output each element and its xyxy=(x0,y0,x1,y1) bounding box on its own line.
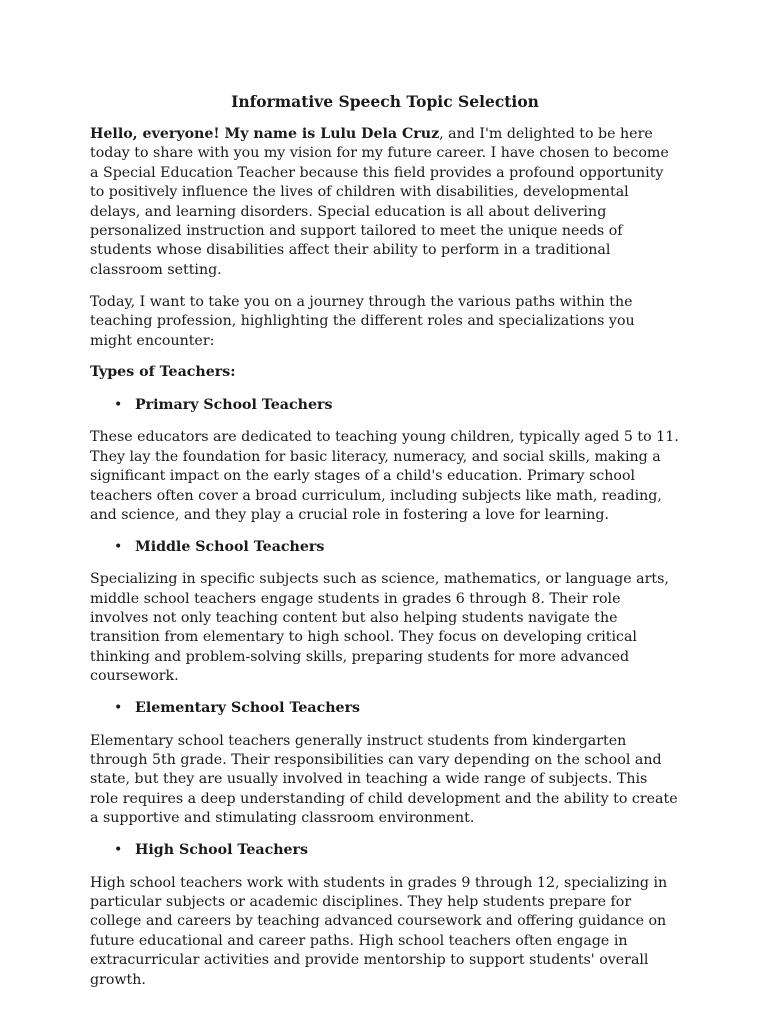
section-heading-label: High School Teachers xyxy=(135,842,309,859)
section-body-elementary: Elementary school teachers generally instruct students from kindergarten through 5th grade. Their responsibilities can vary depending on the school and state, but they are usually involved in teaching a wide range of subjects. This role requires a deep understanding of child development and the ability to create a supportive and stimulating classroom environment. xyxy=(90,732,678,827)
section-heading-primary xyxy=(90,396,680,415)
section-body-primary: These educators are dedicated to teaching young children, typically aged 5 to 11. They lay the foundation for basic literacy, numeracy, and social skills, making a significant impact on the early stages of a child's education. Primary school teachers often cover a broad curriculum, including subjects like math, reading, and science, and they play a crucial role in fostering a love for learning. xyxy=(90,429,679,523)
document-page xyxy=(90,90,680,1002)
section-heading-label: Primary School Teachers xyxy=(135,396,333,413)
section-heading-label: Elementary School Teachers xyxy=(135,700,361,717)
bullet-icon: • xyxy=(114,396,123,413)
intro-text: , and I'm delighted to be here today to share with you my vision for my future career. I have chosen to become a Special Education Teacher because this field provides a profound opportunity to positively influence the lives of children with disabilities, developmental delays, and learning disorders. Special education is all about delivering personalized instruction and support tailored to meet the unique needs of students whose disabilities affect their ability to perform in a traditional classroom setting. xyxy=(90,126,669,278)
section-heading-elementary xyxy=(90,699,680,718)
intro-greeting: Hello, everyone! My name is Lulu Dela Cruz xyxy=(90,126,440,142)
bullet-icon: • xyxy=(114,700,123,717)
section-heading-label: Middle School Teachers xyxy=(135,538,325,555)
section-heading-high xyxy=(90,841,680,860)
section-heading-middle xyxy=(90,538,680,557)
bullet-icon: • xyxy=(114,842,123,859)
bullet-icon: • xyxy=(114,538,123,555)
intro-paragraph xyxy=(90,125,680,280)
page-title: Informative Speech Topic Selection xyxy=(231,92,539,111)
section-body-middle: Specializing in specific subjects such as science, mathematics, or language arts, middle school teachers engage students in grades 6 through 8. Their role involves not only teaching content but also helping students navigate the transition from elementary to high school. They focus on developing critical thinking and problem-solving skills, preparing students for more advanced coursework. xyxy=(90,571,669,685)
journey-paragraph: Today, I want to take you on a journey through the various paths within the teaching profession, highlighting the different roles and specializations you might encounter: xyxy=(90,293,635,349)
types-heading: Types of Teachers: xyxy=(90,364,236,381)
section-body-high: High school teachers work with students in grades 9 through 12, specializing in particular subjects or academic disciplines. They help students prepare for college and careers by teaching advanced coursework and offering guidance on future educational and career paths. High school teachers often engage in extracurricular activities and provide mentorship to support students' overall growth. xyxy=(90,874,668,988)
